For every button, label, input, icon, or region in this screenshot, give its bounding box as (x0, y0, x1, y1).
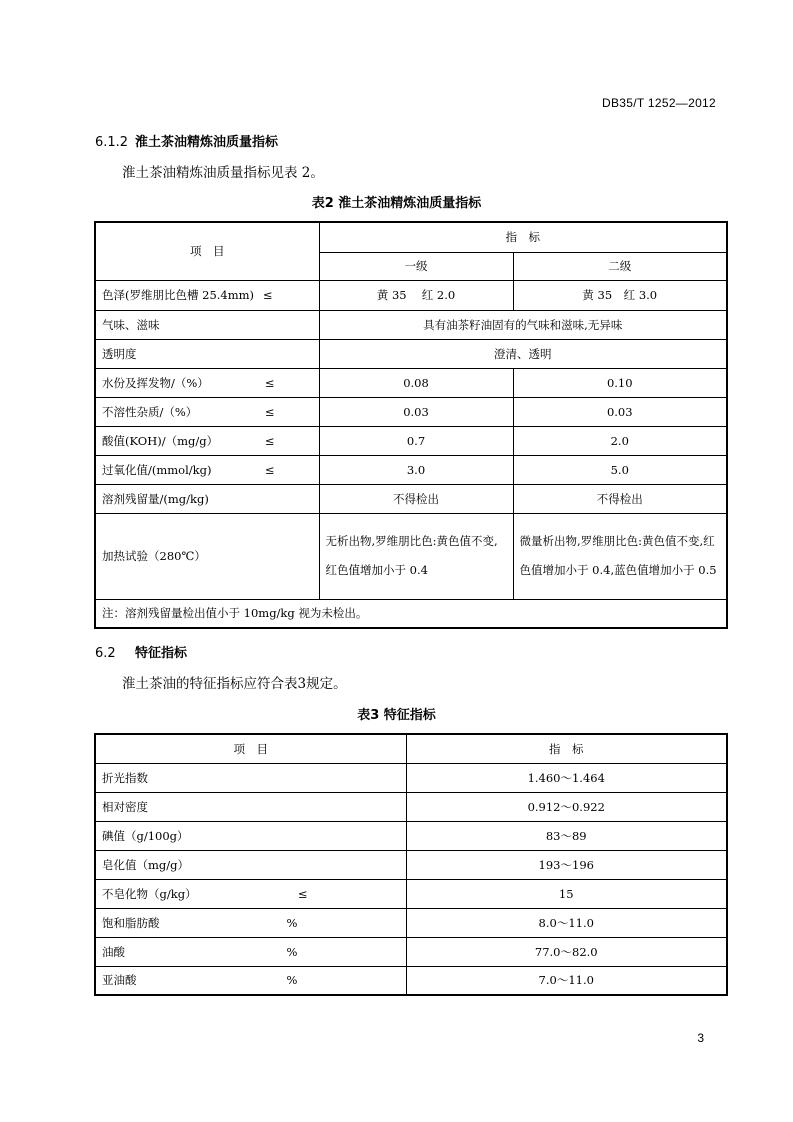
row-symbol: ≤ (264, 375, 275, 390)
row-value: 15 (406, 879, 727, 908)
row-label: 溶剂残留量/(mg/kg) (95, 484, 319, 513)
row-value: 83～89 (406, 821, 727, 850)
row-value: 77.0～82.0 (406, 937, 727, 966)
table-row (95, 879, 727, 908)
grade1-value: 3.0 (319, 455, 513, 484)
table-row (95, 368, 727, 397)
table2-header-item: 项 目 (95, 222, 319, 280)
table-note-row (95, 599, 727, 628)
section-title: 淮土茶油精炼油质量指标 (135, 135, 279, 150)
page-number: 3 (697, 1031, 704, 1045)
grade2-value: 黄 35 红 3.0 (513, 280, 727, 310)
section-6-2-heading (95, 642, 187, 661)
row-symbol: ≤ (264, 462, 275, 477)
table-row (95, 908, 727, 937)
row-label: 过氧化值/(mmol/kg) (102, 462, 212, 477)
merged-value: 具有油茶籽油固有的气味和滋味,无异味 (319, 310, 727, 339)
grade2-value: 2.0 (513, 426, 727, 455)
grade1-value: 黄 35 红 2.0 (319, 280, 513, 310)
table-row (95, 792, 727, 821)
row-symbol: % (286, 915, 298, 930)
row-symbol: % (286, 973, 298, 988)
row-value: 1.460～1.464 (406, 763, 727, 792)
table-row (95, 821, 727, 850)
row-label: 折光指数 (95, 763, 406, 792)
row-label: 色泽(罗维朋比色槽 25.4mm) (102, 288, 255, 302)
row-symbol: % (286, 944, 298, 959)
section-title: 特征指标 (135, 646, 188, 661)
table-row (95, 310, 727, 339)
grade2-value: 不得检出 (513, 484, 727, 513)
table-row (95, 455, 727, 484)
row-symbol: ≤ (264, 404, 275, 419)
row-label: 亚油酸 (102, 973, 137, 988)
table2-header-grade2: 二级 (513, 252, 727, 280)
row-value: 0.912～0.922 (406, 792, 727, 821)
table-row (95, 937, 727, 966)
table-row (95, 513, 727, 599)
table-row (95, 397, 727, 426)
table2 (94, 221, 728, 629)
row-value: 8.0～11.0 (406, 908, 727, 937)
document-code: DB35/T 1252—2012 (602, 96, 716, 110)
table3 (94, 733, 728, 996)
section-number: 6.1.2 (95, 135, 129, 150)
grade2-value: 0.03 (513, 397, 727, 426)
row-symbol: ≤ (264, 433, 275, 448)
grade1-value: 不得检出 (319, 484, 513, 513)
row-label: 相对密度 (95, 792, 406, 821)
section-6-2-paragraph: 淮土茶油的特征指标应符合表3规定。 (122, 676, 347, 692)
row-label: 不溶性杂质/（%） (102, 404, 198, 419)
table2-header-indicator: 指 标 (319, 222, 727, 252)
table3-header-item: 项 目 (95, 734, 406, 763)
row-label: 饱和脂肪酸 (102, 915, 160, 930)
grade1-value: 0.08 (319, 368, 513, 397)
table-row (95, 850, 727, 879)
table-row (95, 280, 727, 310)
section-6-1-2-heading (95, 131, 278, 150)
row-label: 酸值(KOH)/（mg/g） (102, 433, 219, 448)
grade2-value: 0.10 (513, 368, 727, 397)
table-row (95, 484, 727, 513)
row-label: 皂化值（mg/g） (95, 850, 406, 879)
table2-header-grade1: 一级 (319, 252, 513, 280)
row-symbol: ≤ (262, 288, 273, 302)
row-label: 透明度 (95, 339, 319, 368)
table3-header-indicator: 指 标 (406, 734, 727, 763)
row-label: 不皂化物（g/kg） (102, 886, 197, 901)
grade2-value: 微量析出物,罗维朋比色:黄色值不变,红色值增加小于 0.4,蓝色值增加小于 0.5 (513, 513, 727, 599)
section-number: 6.2 (95, 646, 116, 661)
table3-caption: 表3 特征指标 (357, 708, 436, 723)
row-value: 193～196 (406, 850, 727, 879)
table-row (95, 966, 727, 995)
table-row (95, 763, 727, 792)
grade1-value: 无析出物,罗维朋比色:黄色值不变,红色值增加小于 0.4 (319, 513, 513, 599)
row-value: 7.0～11.0 (406, 966, 727, 995)
row-label: 碘值（g/100g） (95, 821, 406, 850)
row-label: 加热试验（280℃） (95, 513, 319, 599)
table-row (95, 339, 727, 368)
row-symbol: ≤ (297, 886, 308, 901)
row-label: 水份及挥发物/（%） (102, 375, 209, 390)
section-6-1-2-paragraph: 淮土茶油精炼油质量指标见表 2。 (122, 165, 324, 181)
table2-note: 注：溶剂残留量检出值小于 10mg/kg 视为未检出。 (95, 599, 727, 628)
table-row (95, 426, 727, 455)
grade1-value: 0.03 (319, 397, 513, 426)
grade1-value: 0.7 (319, 426, 513, 455)
row-label: 油酸 (102, 944, 125, 959)
grade2-value: 5.0 (513, 455, 727, 484)
table2-caption: 表2 淮土茶油精炼油质量指标 (311, 196, 482, 211)
row-label: 气味、滋味 (95, 310, 319, 339)
merged-value: 澄清、透明 (319, 339, 727, 368)
